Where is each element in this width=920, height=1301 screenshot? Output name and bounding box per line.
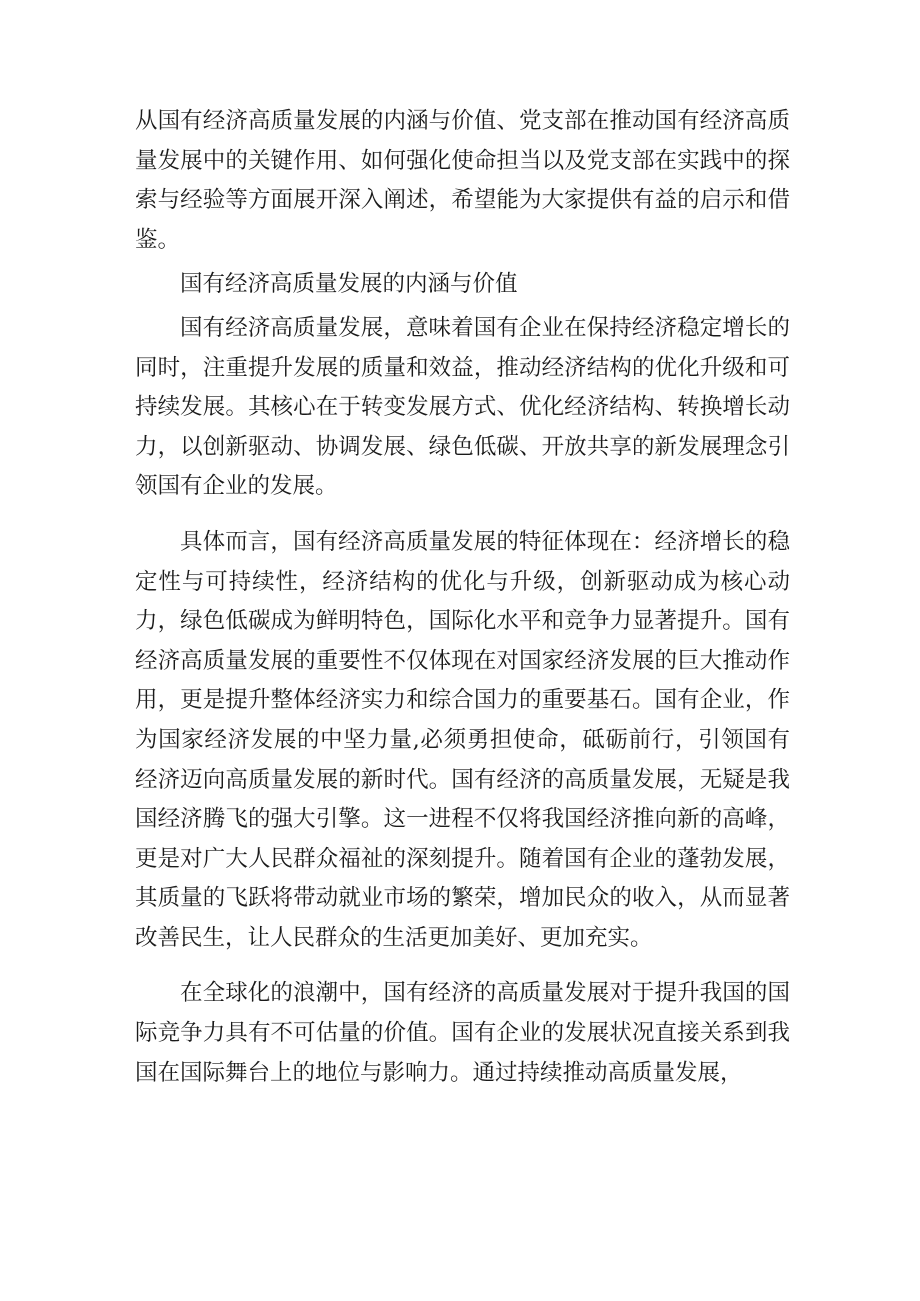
body-paragraph-3: 在全球化的浪潮中，国有经济的高质量发展对于提升我国的国际竞争力具有不可估量的价值。国有企业的发展状况直接关系到我国在国际舞台上的地位与影响力。通过持续推动高质量发展， — [135, 980, 790, 1086]
document-page — [135, 102, 790, 1093]
body-paragraph-1: 国有经济高质量发展，意味着国有企业在保持经济稳定增长的同时，注重提升发展的质量和效益，推动经济结构的优化升级和可持续发展。其核心在于转变发展方式、优化经济结构、转换增长动力，以创新驱动、协调发展、绿色低碳、开放共享的新发展理念引领国有企业的发展。 — [135, 314, 790, 500]
intro-paragraph: 从国有经济高质量发展的内涵与价值、党支部在推动国有经济高质量发展中的关键作用、如何强化使命担当以及党支部在实践中的探索与经验等方面展开深入阐述，希望能为大家提供有益的启示和借鉴。 — [135, 108, 790, 253]
body-paragraph-2: 具体而言，国有经济高质量发展的特征体现在：经济增长的稳定性与可持续性，经济结构的优化与升级，创新驱动成为核心动力，绿色低碳成为鲜明特色，国际化水平和竞争力显著提升。国有经济高质量发展的重要性不仅体现在对国家经济发展的巨大推动作用，更是提升整体经济实力和综合国力的重要基石。国有企业，作为国家经济发展的中坚力量,必须勇担使命，砥砺前行，引领国有经济迈向高质量发展的新时代。国有经济的高质量发展，无疑是我国经济腾飞的强大引擎。这一进程不仅将我国经济推向新的高峰，更是对广大人民群众福祉的深刻提升。随着国有企业的蓬勃发展，其质量的飞跃将带动就业市场的繁荣，增加民众的收入，从而显著改善民生，让人民群众的生活更加美好、更加充实。 — [135, 528, 790, 951]
section-heading: 国有经济高质量发展的内涵与价值 — [180, 271, 518, 298]
